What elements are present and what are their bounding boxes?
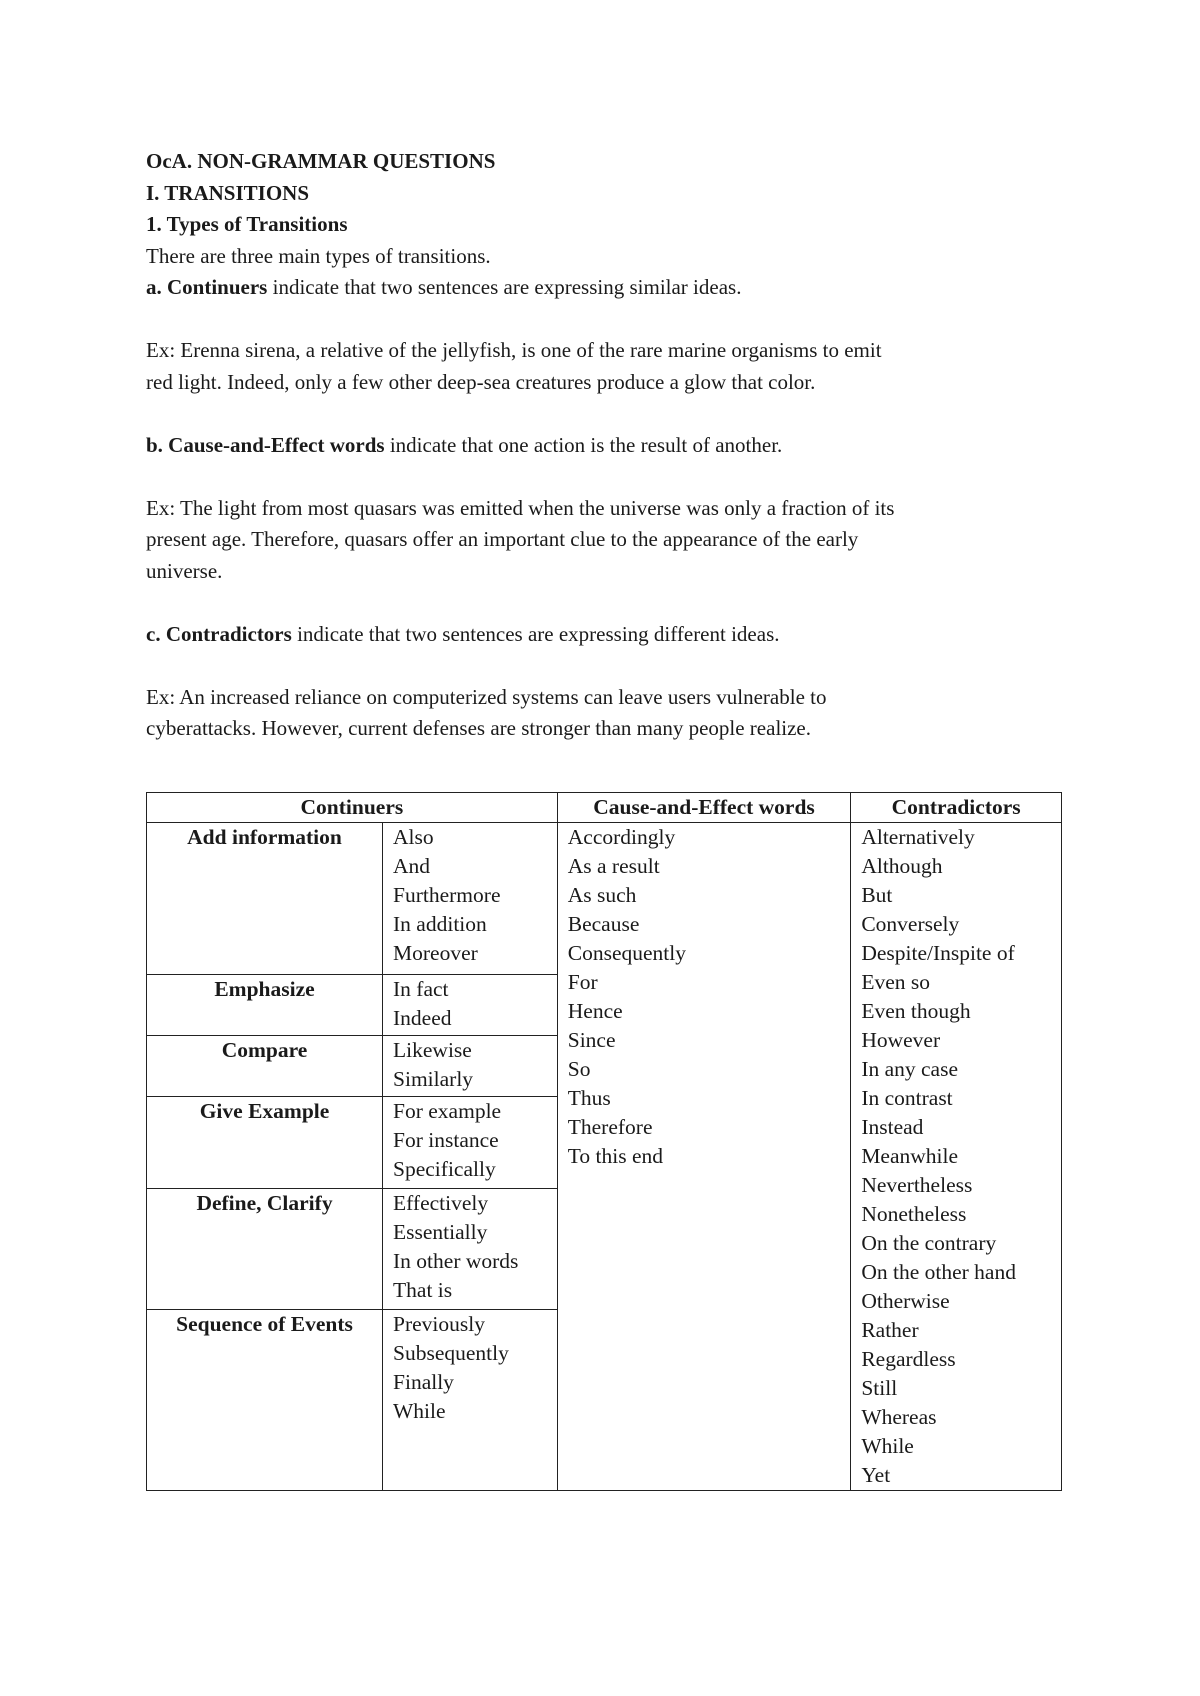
continuer-word: In other words — [393, 1248, 519, 1273]
example-line: cyberattacks. However, current defenses are stronger than many people realize. — [146, 716, 812, 740]
continuer-word: Subsequently — [393, 1341, 509, 1366]
continuer-word: Also — [393, 825, 434, 849]
continuer-category: Give Example — [147, 1097, 383, 1188]
continuer-words — [383, 1188, 558, 1310]
cause-effect-word: Accordingly — [567, 825, 676, 849]
example-line: Ex: Erenna sirena, a relative of the jellyfish, is one of the rare marine organisms to emit — [146, 338, 882, 362]
header-contradictors: Contradictors — [851, 793, 1062, 823]
cause-effect-word: Therefore — [567, 1115, 653, 1139]
subsection-heading: 1. Types of Transitions — [146, 212, 348, 236]
cause-effect-word: To this end — [567, 1144, 663, 1168]
section-heading: I. TRANSITIONS — [146, 180, 310, 205]
continuer-word: For instance — [393, 1128, 499, 1153]
continuer-category: Add information — [147, 823, 383, 975]
continuer-word: Previously — [393, 1312, 485, 1337]
header-continuers: Continuers — [147, 793, 558, 823]
continuer-category: Sequence of Events — [147, 1310, 383, 1491]
continuer-words — [383, 974, 558, 1035]
continuer-word: While — [393, 1399, 446, 1424]
contradictors-list — [851, 823, 1062, 1491]
continuer-words — [383, 1310, 558, 1491]
cause-effect-word: Because — [567, 912, 640, 936]
cause-effect-word: Consequently — [567, 941, 686, 965]
contradictor-word: On the other hand — [861, 1260, 1016, 1284]
contradictor-word: Rather — [861, 1318, 919, 1342]
continuer-words — [383, 823, 558, 975]
continuer-word: Similarly — [393, 1066, 474, 1091]
cause-effect-word: Since — [567, 1028, 616, 1052]
contradictor-word: Even so — [861, 970, 930, 994]
continuer-word: For example — [393, 1099, 502, 1124]
document-title: OcA. NON-GRAMMAR QUESTIONS — [146, 149, 496, 173]
contradictor-word: Whereas — [861, 1405, 937, 1429]
contradictor-word: In any case — [861, 1057, 959, 1081]
continuer-word: Likewise — [393, 1037, 472, 1062]
example-line: universe. — [146, 558, 223, 583]
continuer-word: Furthermore — [393, 883, 501, 907]
contradictor-word: Nevertheless — [861, 1173, 973, 1197]
contradictor-word: Instead — [861, 1115, 924, 1139]
contradictor-word: But — [861, 883, 893, 907]
continuer-word: That is — [393, 1277, 453, 1302]
contradictor-word: Otherwise — [861, 1289, 950, 1313]
contradictor-word: However — [861, 1028, 941, 1052]
continuer-word: Specifically — [393, 1157, 496, 1182]
cause-effect-word: Hence — [567, 999, 623, 1023]
continuer-words — [383, 1097, 558, 1188]
contradictor-word: On the contrary — [861, 1231, 997, 1255]
example-line: Ex: An increased reliance on computerized systems can leave users vulnerable to — [146, 684, 827, 709]
contradictor-word: While — [861, 1434, 914, 1458]
contradictor-word: Meanwhile — [861, 1144, 959, 1168]
contradictor-word: In contrast — [861, 1086, 953, 1110]
cause-effect-word: So — [567, 1057, 591, 1081]
continuer-word: Moreover — [393, 941, 478, 965]
contradictor-word: Despite/Inspite of — [861, 941, 1015, 965]
continuer-word: In fact — [393, 976, 449, 1001]
contradictor-word: Although — [861, 854, 943, 878]
contradictor-word: Conversely — [861, 912, 960, 936]
contradictor-word: Alternatively — [861, 825, 975, 849]
continuer-category: Define, Clarify — [147, 1188, 383, 1310]
header-cause-effect: Cause-and-Effect words — [557, 793, 851, 823]
contradictor-word: Even though — [861, 999, 971, 1023]
example-line: present age. Therefore, quasars offer an important clue to the appearance of the early — [146, 527, 859, 551]
type-contradictors: c. Contradictors indicate that two sentences are expressing different ideas. — [146, 621, 780, 646]
intro-text: There are three main types of transitions. — [146, 243, 491, 268]
type-cause-effect: b. Cause-and-Effect words indicate that one action is the result of another. — [146, 432, 783, 457]
continuer-word: Effectively — [393, 1190, 489, 1215]
continuer-word: And — [393, 854, 431, 878]
table-row — [147, 823, 1062, 975]
contradictor-word: Regardless — [861, 1347, 956, 1371]
cause-effect-word: As such — [567, 883, 637, 907]
cause-effect-list — [557, 823, 851, 1491]
example-line: red light. Indeed, only a few other deep-sea creatures produce a glow that color. — [146, 369, 816, 394]
continuer-words — [383, 1035, 558, 1096]
cause-effect-word: Thus — [567, 1086, 611, 1110]
example-line: Ex: The light from most quasars was emitted when the universe was only a fraction of its — [146, 495, 895, 520]
type-continuers: a. Continuers indicate that two sentences are expressing similar ideas. — [146, 275, 742, 299]
transitions-table — [146, 792, 1062, 1491]
cause-effect-word: For — [567, 970, 598, 994]
document-body — [146, 146, 1066, 745]
cause-effect-word: As a result — [567, 854, 660, 878]
continuer-word: Essentially — [393, 1219, 488, 1244]
continuer-word: In addition — [393, 912, 487, 936]
continuer-word: Indeed — [393, 1005, 452, 1030]
table-header-row — [147, 793, 1062, 823]
contradictor-word: Still — [861, 1376, 898, 1400]
continuer-category: Compare — [147, 1035, 383, 1096]
continuer-word: Finally — [393, 1370, 454, 1395]
contradictor-word: Nonetheless — [861, 1202, 967, 1226]
contradictor-word: Yet — [861, 1463, 891, 1487]
continuer-category: Emphasize — [147, 974, 383, 1035]
